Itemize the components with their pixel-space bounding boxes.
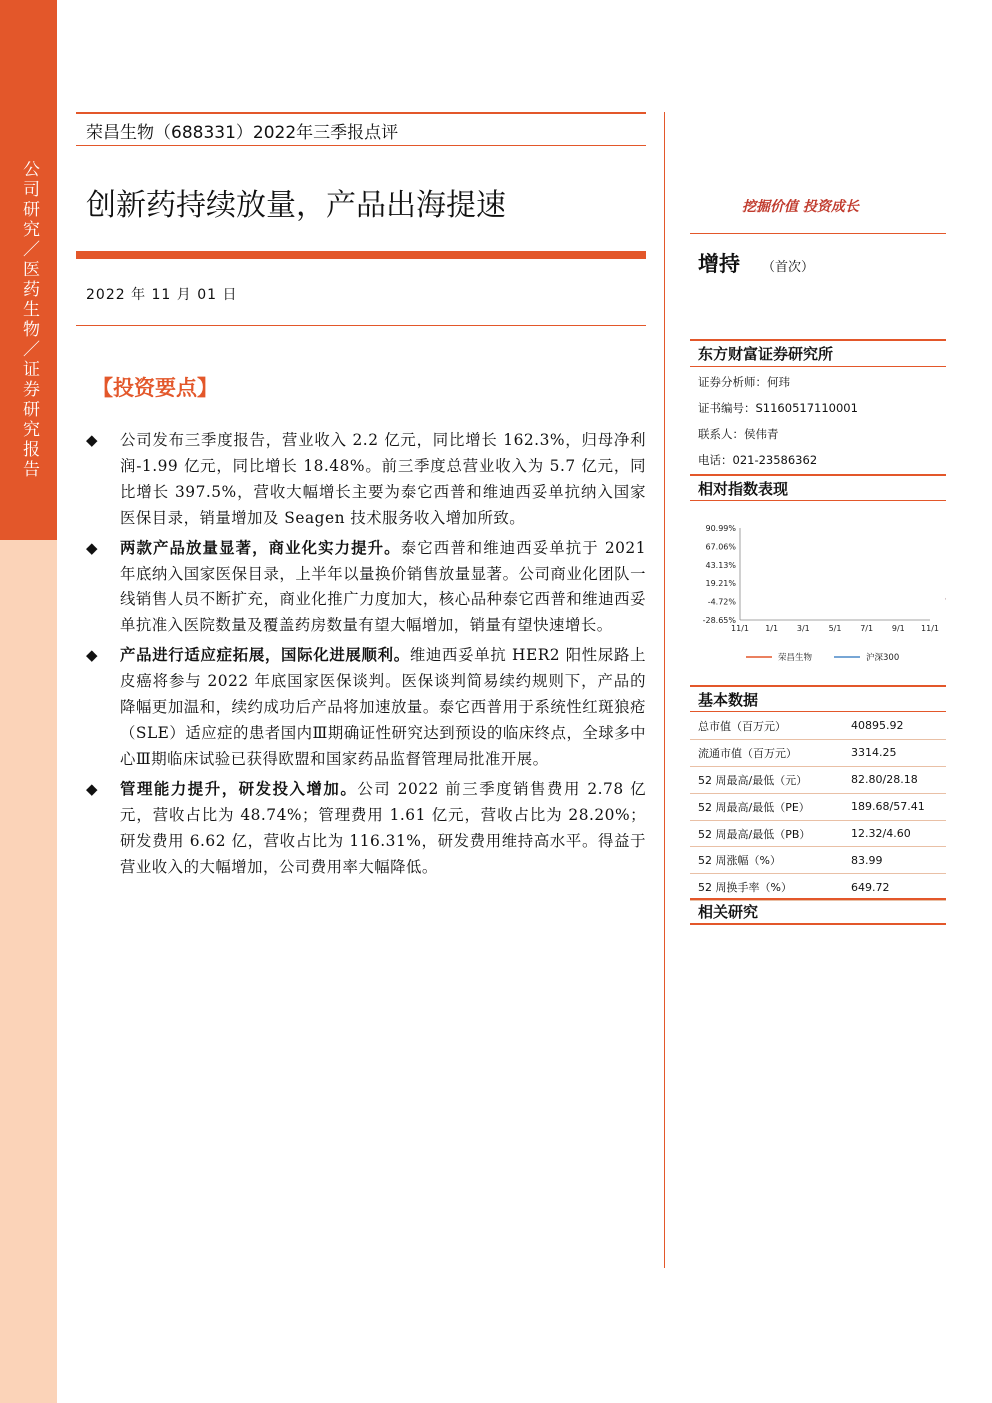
- bullet-body: 公司 2022 前三季度销售费用 2.78 亿元，营收占比为 48.74%；管理费用 1.61 亿元，营收占比为 28.20%；研发费用 6.62 亿，营收占比为 116.31%，研发费用维持高水平。得益于营业收入的大幅增加，公司费用率大幅降低。: [120, 779, 646, 876]
- analyst-name: 证券分析师：何玮: [698, 375, 790, 389]
- bullet-lead: 两款产品放量显著，商业化实力提升。: [120, 538, 401, 557]
- table-row: [690, 766, 946, 793]
- bullet-body: 维迪西妥单抗 HER2 阳性尿路上皮癌将参与 2022 年底国家医保谈判。医保谈判简易续约规则下，产品的降幅更加温和，续约成功后产品将加速放量。泰它西普用于系统性红斑狼疮（SLE）适应症的患者国内Ⅲ期确证性研究达到预设的临床终点，全球多中心Ⅲ期临床试验已获得欧盟和国家药品监督管理局批准开展。: [120, 646, 646, 768]
- related-bottom-rule: [690, 923, 946, 925]
- chart-y-tick-label: 43.13%: [705, 560, 736, 570]
- table-value: 40895.92: [841, 713, 946, 739]
- diamond-bullet-icon: ◆: [86, 431, 98, 449]
- table-value: 82.80/28.18: [841, 766, 946, 793]
- contact-person: 联系人：侯伟青: [698, 427, 779, 441]
- chart-y-tick-label: 19.21%: [705, 579, 736, 589]
- related-top-rule: [690, 898, 946, 900]
- slogan-rule: [690, 233, 946, 234]
- table-row: [690, 793, 946, 820]
- chart-legend-label: 荣昌生物: [778, 653, 813, 663]
- bullet-lead: 产品进行适应症拓展，国际化进展顺利。: [120, 646, 410, 665]
- chart-y-tick-label: 90.99%: [705, 524, 736, 533]
- investment-points-list: [86, 428, 646, 884]
- phone-number: 电话：021-23586362: [698, 453, 818, 467]
- table-row: [690, 874, 946, 901]
- report-category-label: 公司研究／医药生物／证券研究报告: [19, 160, 39, 480]
- diamond-bullet-icon: ◆: [86, 646, 98, 665]
- title-thick-rule: [76, 251, 646, 259]
- table-row: [690, 820, 946, 847]
- perf-bottom-rule: [690, 500, 946, 501]
- page-title: 创新药持续放量，产品出海提速: [86, 188, 506, 223]
- report-title: 荣昌生物（688331）2022年三季报点评: [86, 123, 399, 143]
- related-research-heading: 相关研究: [698, 903, 759, 921]
- institution-top-rule: [690, 339, 946, 341]
- institution-bottom-rule: [690, 366, 946, 367]
- chart-svg: [690, 512, 946, 672]
- table-label: 52 周最高/最低（PB）: [690, 820, 841, 847]
- table-value: 3314.25: [841, 739, 946, 766]
- chart-x-tick-label: 11/1: [731, 624, 749, 633]
- table-value: 83.99: [841, 847, 946, 874]
- relative-performance-chart: [690, 512, 946, 672]
- table-value: 12.32/4.60: [841, 820, 946, 847]
- chart-y-tick-label: 67.06%: [705, 542, 736, 552]
- basic-top-rule: [690, 685, 946, 687]
- bullet-body: 公司发布三季度报告，营业收入 2.2 亿元，同比增长 162.3%，归母净利润-1.99 亿元，同比增长 18.48%。前三季度总营业收入为 5.7 亿元，同比增长 397.5%，营收大幅增长主要为泰它西普和维迪西妥单抗纳入国家医保目录，销量增加及 Seagen 技术服务收入增加所致。: [120, 431, 646, 527]
- certificate-number: 证书编号：S1160517110001: [698, 401, 858, 415]
- table-label: 流通市值（百万元）: [690, 739, 841, 766]
- table-label: 52 周最高/最低（元）: [690, 766, 841, 793]
- title-top-rule: [76, 112, 646, 114]
- chart-x-tick-label: 1/1: [765, 624, 779, 633]
- company-slogan: 挖掘价值 投资成长: [742, 199, 859, 215]
- bullet-lead: 管理能力提升，研发投入增加。: [120, 779, 358, 798]
- left-accent-band-light: [0, 540, 57, 1403]
- table-value: 649.72: [841, 874, 946, 901]
- bullet-body: 泰它西普和维迪西妥单抗于 2021 年底纳入国家医保目录，上半年以量换价销售放量显著。公司商业化团队一线销售人员不断扩充，商业化推广力度加大，核心品种泰它西普和维迪西妥单抗准入医院数量及覆盖药房数量有望大幅增加，销量有望快速增长。: [120, 538, 646, 635]
- list-item: [86, 643, 646, 773]
- title-bottom-rule: [76, 145, 646, 146]
- table-row: [690, 847, 946, 874]
- rating-value: 增持: [698, 252, 740, 276]
- table-label: 52 周换手率（%）: [690, 874, 841, 901]
- chart-x-tick-label: 5/1: [828, 624, 842, 633]
- table-label: 52 周最高/最低（PE）: [690, 793, 841, 820]
- chart-legend-label: 沪深300: [866, 653, 900, 663]
- basic-data-table: [690, 713, 946, 901]
- research-institution: 东方财富证券研究所: [698, 345, 834, 363]
- table-row: [690, 713, 946, 739]
- date-rule: [76, 325, 646, 326]
- chart-x-tick-label: 7/1: [860, 624, 874, 633]
- chart-y-tick-label: -4.72%: [707, 597, 736, 607]
- table-label: 总市值（百万元）: [690, 713, 841, 739]
- basic-bottom-rule: [690, 711, 946, 712]
- table-row: [690, 739, 946, 766]
- list-item: [86, 777, 646, 881]
- chart-y-tick-label: -28.65%: [702, 616, 736, 625]
- section-heading-investment-points: 【投资要点】: [92, 375, 218, 400]
- diamond-bullet-icon: ◆: [86, 538, 98, 557]
- diamond-bullet-icon: ◆: [86, 779, 98, 798]
- column-divider: [664, 112, 665, 1268]
- list-item: [86, 536, 646, 640]
- perf-top-rule: [690, 474, 946, 476]
- table-value: 189.68/57.41: [841, 793, 946, 820]
- chart-x-tick-label: 3/1: [796, 624, 810, 633]
- list-item: [86, 428, 646, 532]
- basic-data-heading: 基本数据: [698, 691, 759, 709]
- rating-note: （首次）: [762, 260, 815, 275]
- relative-performance-heading: 相对指数表现: [698, 480, 789, 498]
- chart-x-tick-label: 9/1: [891, 624, 905, 633]
- report-date: 2022 年 11 月 01 日: [86, 287, 238, 303]
- table-label: 52 周涨幅（%）: [690, 847, 841, 874]
- chart-x-tick-label: 11/1: [921, 624, 939, 633]
